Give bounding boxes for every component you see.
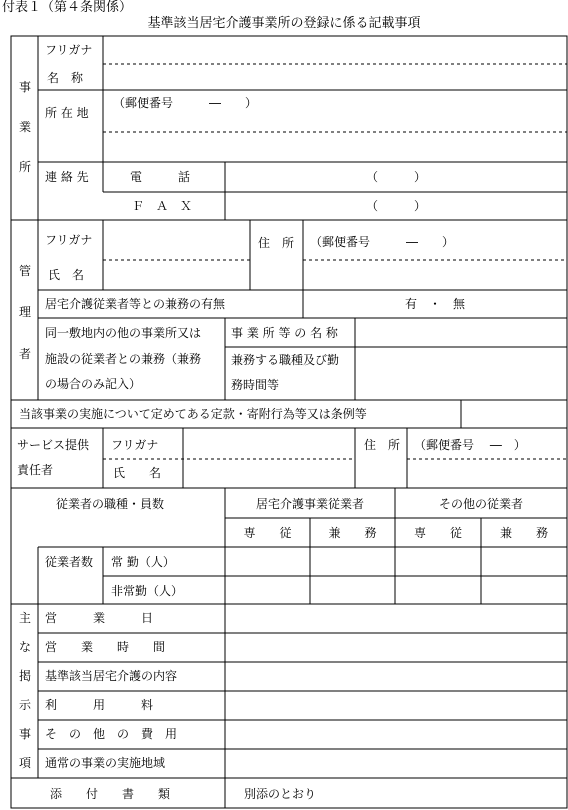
service-manager-label-2: 責任者 — [17, 463, 54, 477]
main-row-service-area: 通常の事業の実施地域 — [45, 756, 166, 770]
service-furigana-field[interactable] — [184, 429, 354, 458]
kanrisha-furigana-field[interactable] — [104, 221, 249, 259]
jigyosho-side-char-3: 所 — [19, 160, 32, 174]
service-name-label: 氏 名 — [113, 466, 162, 480]
main-row-care-content: 基準該当居宅介護の内容 — [45, 669, 178, 683]
kanrisha-other-duty-line-1: 同一敷地内の他の事業所又は — [45, 326, 202, 340]
kanrisha-concurrent-label: 居宅介護従業者等との兼務の有無 — [45, 297, 226, 311]
kanrisha-address-field[interactable] — [304, 221, 566, 289]
service-address-label: 住 所 — [364, 438, 401, 452]
main-row-business-hours: 営 業 時 間 — [45, 640, 166, 654]
kanrisha-side-char-3: 者 — [19, 347, 32, 361]
main-side-char-3: 掲 — [19, 669, 32, 683]
staff-count-label: 従業者数 — [45, 555, 94, 569]
kanrisha-name-label: 氏 名 — [48, 268, 85, 282]
kanrisha-name-field[interactable] — [104, 261, 249, 289]
kanrisha-duty-field[interactable] — [356, 348, 566, 399]
kanrisha-yes-no-choice[interactable]: 有 ・ 無 — [404, 297, 465, 311]
kanrisha-side-char-2: 理 — [19, 305, 32, 319]
kanrisha-other-duty-line-2: 施設の従業者との兼務（兼務 — [45, 352, 202, 366]
staff-col-home: 居宅介護事業従業者 — [255, 497, 364, 511]
staff-other-part-header: 兼 務 — [499, 526, 548, 540]
staff-col-other: その他の従業者 — [438, 497, 523, 511]
kanrisha-duty-line-1: 兼務する職種及び勤 — [231, 353, 340, 367]
jigyosho-furigana-field[interactable] — [104, 37, 566, 63]
regulations-label: 当該事業の実施について定めてある定款・寄附行為等又は条例等 — [19, 407, 367, 421]
staff-title: 従業者の職種・員数 — [56, 497, 165, 511]
jigyosho-phone-field[interactable]: （ ） — [365, 170, 426, 184]
jigyosho-fax-label: Ｆ Ａ Ｘ — [132, 199, 193, 213]
jigyosho-side-char-2: 業 — [19, 120, 32, 134]
kanrisha-side-char-1: 管 — [19, 264, 32, 278]
main-side-char-4: 示 — [19, 698, 32, 712]
kanrisha-other-duty-line-3: の場合のみ記入） — [45, 377, 142, 391]
main-side-char-2: な — [19, 640, 32, 654]
form-title: 基準該当居宅介護事業所の登録に係る記載事項 — [147, 16, 421, 31]
staff-other-full-header: 専 従 — [413, 526, 462, 540]
kanrisha-address-label: 住 所 — [258, 236, 295, 250]
staff-home-part-header: 兼 務 — [328, 526, 377, 540]
attachment-label: 添 付 書 類 — [50, 787, 171, 801]
main-row-business-days: 営 業 日 — [45, 611, 154, 625]
service-postal: （郵便番号 ― ） — [414, 438, 526, 452]
staff-fulltime-label: 常 勤（人） — [111, 555, 175, 569]
jigyosho-fax-field[interactable]: （ ） — [365, 199, 426, 213]
staff-count-cells[interactable] — [226, 548, 566, 603]
jigyosho-address-field[interactable] — [104, 91, 566, 161]
staff-parttime-label: 非常勤（人） — [111, 584, 184, 598]
jigyosho-contact-label: 連 絡 先 — [45, 170, 89, 184]
main-side-char-6: 項 — [19, 756, 32, 770]
service-manager-label-1: サービス提供 — [17, 438, 90, 452]
main-side-char-5: 事 — [19, 727, 32, 741]
kanrisha-office-name-field[interactable] — [356, 319, 566, 346]
table-number: 付表１（第４条関係） — [2, 0, 133, 15]
kanrisha-duty-line-2: 務時間等 — [231, 378, 280, 392]
service-name-field[interactable] — [184, 460, 354, 487]
attachment-value[interactable]: 別添のとおり — [244, 787, 317, 801]
main-row-other-costs: そ の 他 の 費 用 — [45, 727, 178, 741]
main-side-char-1: 主 — [19, 611, 32, 625]
kanrisha-furigana-label: フリガナ — [45, 233, 93, 247]
jigyosho-side-char-1: 事 — [19, 80, 32, 94]
main-items-fields[interactable] — [226, 605, 566, 777]
jigyosho-address-label: 所 在 地 — [45, 106, 89, 120]
service-address-field[interactable] — [408, 429, 566, 487]
kanrisha-postal: （郵便番号 ― ） — [310, 235, 455, 249]
jigyosho-name-field[interactable] — [104, 65, 566, 89]
jigyosho-postal: （郵便番号 ― ） — [113, 96, 258, 110]
staff-home-full-header: 専 従 — [243, 526, 292, 540]
kanrisha-office-name-label: 事 業 所 等 の 名 称 — [231, 326, 338, 340]
jigyosho-phone-label: 電 話 — [130, 170, 191, 184]
jigyosho-furigana-label: フリガナ — [45, 43, 93, 57]
jigyosho-name-label: 名 称 — [47, 71, 84, 85]
regulations-field[interactable] — [462, 401, 566, 427]
main-row-fees: 利 用 料 — [45, 698, 154, 712]
service-furigana-label: フリガナ — [111, 438, 159, 452]
